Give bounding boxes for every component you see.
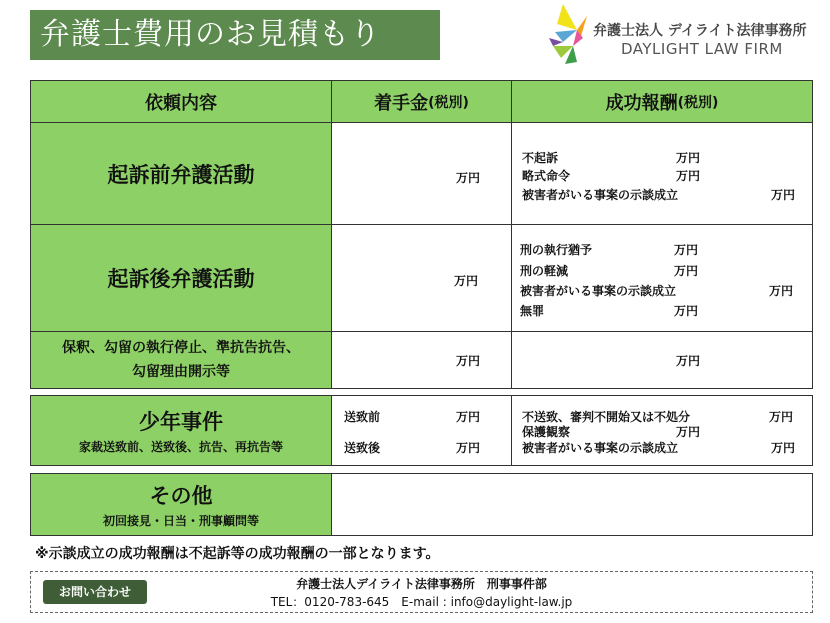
contact-button[interactable]: お問い合わせ: [43, 580, 147, 604]
item-label: 送致前: [344, 410, 381, 424]
item-label: 送致後: [344, 441, 381, 455]
item-label: 刑の執行猶予: [520, 243, 593, 257]
logo-name-en: DAYLIGHT LAW FIRM: [621, 40, 783, 58]
fee-unit: 万円: [769, 284, 794, 298]
fee-unit: 万円: [676, 425, 701, 439]
item-label: 保護観察: [522, 425, 571, 439]
table-row: [30, 122, 813, 225]
row-label-bail: 保釈、勾留の執行停止、準抗告抗告、 勾留理由開示等: [62, 340, 300, 380]
contact-firm: 弁護士法人デイライト法律事務所 刑事事件部: [296, 577, 547, 591]
firm-logo: [543, 2, 823, 70]
fee-unit: 万円: [676, 151, 701, 165]
fee-unit: 万円: [771, 188, 796, 202]
item-label: 不起訴: [522, 151, 559, 165]
contact-info: TEL：0120-783-645 E-mail : info@daylight-law.jp: [270, 595, 573, 609]
item-label: 刑の軽減: [520, 264, 569, 278]
item-label: 無罪: [520, 304, 545, 318]
fee-unit: 万円: [771, 441, 796, 455]
header-retainer: 着手金 (税別): [332, 81, 512, 122]
row-label-other: その他 初回接見・日当・刑事顧問等: [102, 484, 259, 528]
table-row: [30, 473, 813, 536]
item-label: 不送致、審判不開始又は不処分: [522, 410, 691, 424]
row-label-pre: 起訴前弁護活動: [107, 162, 255, 187]
table-row: [30, 224, 813, 332]
table-row: [30, 331, 813, 389]
page-title: 弁護士費用のお見積もり: [30, 10, 440, 60]
fee-unit: 万円: [674, 264, 699, 278]
row-label-post: 起訴後弁護活動: [107, 267, 255, 291]
row-label-juvenile: 少年事件 家裁送致前、送致後、抗告、再抗告等: [78, 410, 283, 454]
retainer-unit: 万円: [456, 410, 481, 424]
header-request: 依頼内容: [31, 81, 332, 122]
item-label: 被害者がいる事案の示談成立: [522, 188, 679, 202]
contact-box: [30, 571, 813, 613]
daylight-logo-icon: [543, 2, 593, 70]
fee-unit: 万円: [676, 354, 701, 368]
retainer-unit: 万円: [456, 441, 481, 455]
logo-name-jp: 弁護士法人 デイライト法律事務所: [593, 23, 807, 39]
fee-unit: 万円: [674, 304, 699, 318]
item-label: 被害者がいる事案の示談成立: [522, 441, 679, 455]
footnote: ※示談成立の成功報酬は不起訴等の成功報酬の一部となります。: [35, 546, 440, 562]
item-label: 被害者がいる事案の示談成立: [520, 284, 677, 298]
table-header: [30, 80, 813, 123]
fee-unit: 万円: [674, 243, 699, 257]
fee-unit: 万円: [676, 169, 701, 183]
header-success-fee: 成功報酬 (税別): [512, 81, 812, 122]
table-row: [30, 395, 813, 466]
fee-unit: 万円: [769, 410, 794, 424]
retainer-unit: 万円: [454, 274, 479, 288]
retainer-unit: 万円: [456, 354, 481, 368]
retainer-unit: 万円: [456, 171, 481, 185]
other-fee-cell: [332, 474, 812, 535]
item-label: 略式命令: [522, 169, 571, 183]
